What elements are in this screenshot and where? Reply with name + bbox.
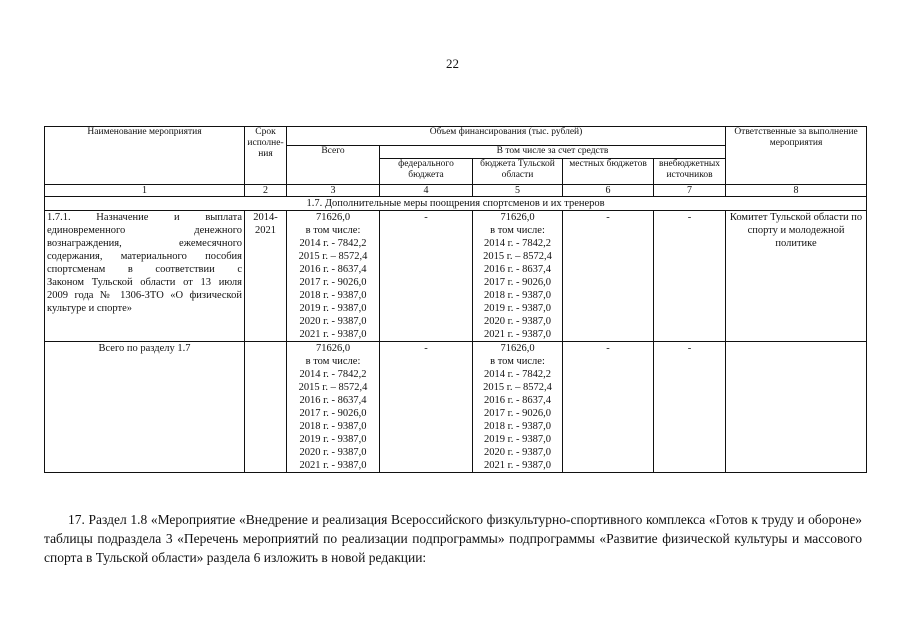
row1-name-line: 2009 года № 1306-ЗТО «О физической bbox=[47, 290, 242, 301]
row1-name-line: вознаграждения, ежемесячного bbox=[47, 238, 242, 249]
value-line: 2021 г. - 9387,0 bbox=[299, 460, 367, 471]
row2-term bbox=[245, 342, 287, 473]
row1-name-line: спортсменам в соответствии с bbox=[47, 264, 242, 275]
row1-responsible: Комитет Тульской области по спорту и молодежной политике bbox=[726, 211, 867, 342]
col-num: 6 bbox=[563, 185, 654, 197]
row1-name-line: единовременного денежного bbox=[47, 225, 242, 236]
col-num: 5 bbox=[473, 185, 563, 197]
value-line: 2019 г. - 9387,0 bbox=[299, 434, 367, 445]
row2-total bbox=[287, 342, 380, 473]
value-line: 2020 г. - 9387,0 bbox=[484, 316, 551, 327]
section-title: 1.7. Дополнительные меры поощрения спортсменов и их тренеров bbox=[45, 197, 867, 211]
header-name: Наименование мероприятия bbox=[45, 127, 245, 185]
col-num: 1 bbox=[45, 185, 245, 197]
row1-extra: - bbox=[654, 211, 726, 342]
value-line: 2015 г. – 8572,4 bbox=[298, 382, 368, 393]
row1-total bbox=[287, 211, 380, 342]
row2-responsible bbox=[726, 342, 867, 473]
header-responsible: Ответственные за выполнение мероприятия bbox=[726, 127, 867, 185]
value-line: 2020 г. - 9387,0 bbox=[299, 447, 367, 458]
row1-name-line: культуре и спорте» bbox=[47, 303, 132, 314]
value-line: 2016 г. - 8637,4 bbox=[484, 395, 551, 406]
header-term: Срок исполне-ния bbox=[245, 127, 287, 185]
value-line: 2021 г. - 9387,0 bbox=[484, 460, 551, 471]
value-line: 2020 г. - 9387,0 bbox=[484, 447, 551, 458]
row1-name-line: Законом Тульской области от 13 июля bbox=[47, 277, 242, 288]
table-row bbox=[45, 211, 867, 342]
header-federal: федерального бюджета bbox=[380, 159, 473, 185]
value-line: 2015 г. – 8572,4 bbox=[298, 251, 368, 262]
row1-name-line: содержания, материального пособия bbox=[47, 251, 242, 262]
value-line: 71626,0 bbox=[500, 343, 535, 354]
value-line: 2014 г. - 7842,2 bbox=[299, 238, 367, 249]
value-line: 2017 г. - 9026,0 bbox=[299, 408, 367, 419]
row2-name: Всего по разделу 1.7 bbox=[45, 342, 245, 473]
header-including: В том числе за счет средств bbox=[380, 146, 726, 159]
value-line: 2015 г. – 8572,4 bbox=[483, 382, 552, 393]
row1-name bbox=[45, 211, 245, 342]
value-line: в том числе: bbox=[490, 225, 545, 236]
col-num: 7 bbox=[654, 185, 726, 197]
col-num: 3 bbox=[287, 185, 380, 197]
value-line: в том числе: bbox=[490, 356, 545, 367]
page-number: 22 bbox=[446, 56, 459, 71]
row2-local: - bbox=[563, 342, 654, 473]
header-local: местных бюджетов bbox=[563, 159, 654, 185]
value-line: 2019 г. - 9387,0 bbox=[484, 434, 551, 445]
value-line: 2016 г. - 8637,4 bbox=[484, 264, 551, 275]
col-num: 4 bbox=[380, 185, 473, 197]
body-paragraph: 17. Раздел 1.8 «Мероприятие «Внедрение и реализация Всероссийского физкультурно-спортивного комплекса «Готов к труду и обороне» таблицы подраздела 3 «Перечень мероприятий по реализации подпрограммы» подпрограммы «Развитие физической культуры и массового спорта в Тульской области» раздела 6 изложить в новой редакции: bbox=[44, 512, 862, 565]
value-line: 2015 г. – 8572,4 bbox=[483, 251, 552, 262]
header-funding: Объем финансирования (тыс. рублей) bbox=[287, 127, 726, 146]
row2-extra: - bbox=[654, 342, 726, 473]
col-num: 8 bbox=[726, 185, 867, 197]
value-line: 2021 г. - 9387,0 bbox=[484, 329, 551, 340]
value-line: 2014 г. - 7842,2 bbox=[484, 238, 551, 249]
table-row bbox=[45, 342, 867, 473]
value-line: 2020 г. - 9387,0 bbox=[299, 316, 367, 327]
value-line: 71626,0 bbox=[315, 212, 351, 223]
header-extra: внебюджетных источников bbox=[654, 159, 726, 185]
value-line: 2014 г. - 7842,2 bbox=[299, 369, 367, 380]
value-line: 2019 г. - 9387,0 bbox=[484, 303, 551, 314]
row2-regional bbox=[473, 342, 563, 473]
value-line: 2018 г. - 9387,0 bbox=[299, 421, 367, 432]
header-regional: бюджета Тульской области bbox=[473, 159, 563, 185]
value-line: 2017 г. - 9026,0 bbox=[299, 277, 367, 288]
value-line: 2018 г. - 9387,0 bbox=[484, 290, 551, 301]
value-line: 2017 г. - 9026,0 bbox=[484, 277, 551, 288]
row1-name-line: 1.7.1. Назначение и выплата bbox=[47, 212, 242, 223]
row1-term: 2014-2021 bbox=[245, 211, 287, 342]
value-line: в том числе: bbox=[305, 225, 361, 236]
row1-regional bbox=[473, 211, 563, 342]
value-line: 2016 г. - 8637,4 bbox=[299, 395, 367, 406]
value-line: 2019 г. - 9387,0 bbox=[299, 303, 367, 314]
value-line: 2014 г. - 7842,2 bbox=[484, 369, 551, 380]
value-line: 2017 г. - 9026,0 bbox=[484, 408, 551, 419]
value-line: в том числе: bbox=[305, 356, 361, 367]
value-line: 2018 г. - 9387,0 bbox=[299, 290, 367, 301]
col-num: 2 bbox=[245, 185, 287, 197]
value-line: 71626,0 bbox=[500, 212, 535, 223]
row2-federal: - bbox=[380, 342, 473, 473]
value-line: 2018 г. - 9387,0 bbox=[484, 421, 551, 432]
value-line: 71626,0 bbox=[315, 343, 351, 354]
header-total: Всего bbox=[287, 146, 380, 185]
funding-table bbox=[44, 126, 867, 473]
row1-federal: - bbox=[380, 211, 473, 342]
value-line: 2016 г. - 8637,4 bbox=[299, 264, 367, 275]
value-line: 2021 г. - 9387,0 bbox=[299, 329, 367, 340]
row1-local: - bbox=[563, 211, 654, 342]
